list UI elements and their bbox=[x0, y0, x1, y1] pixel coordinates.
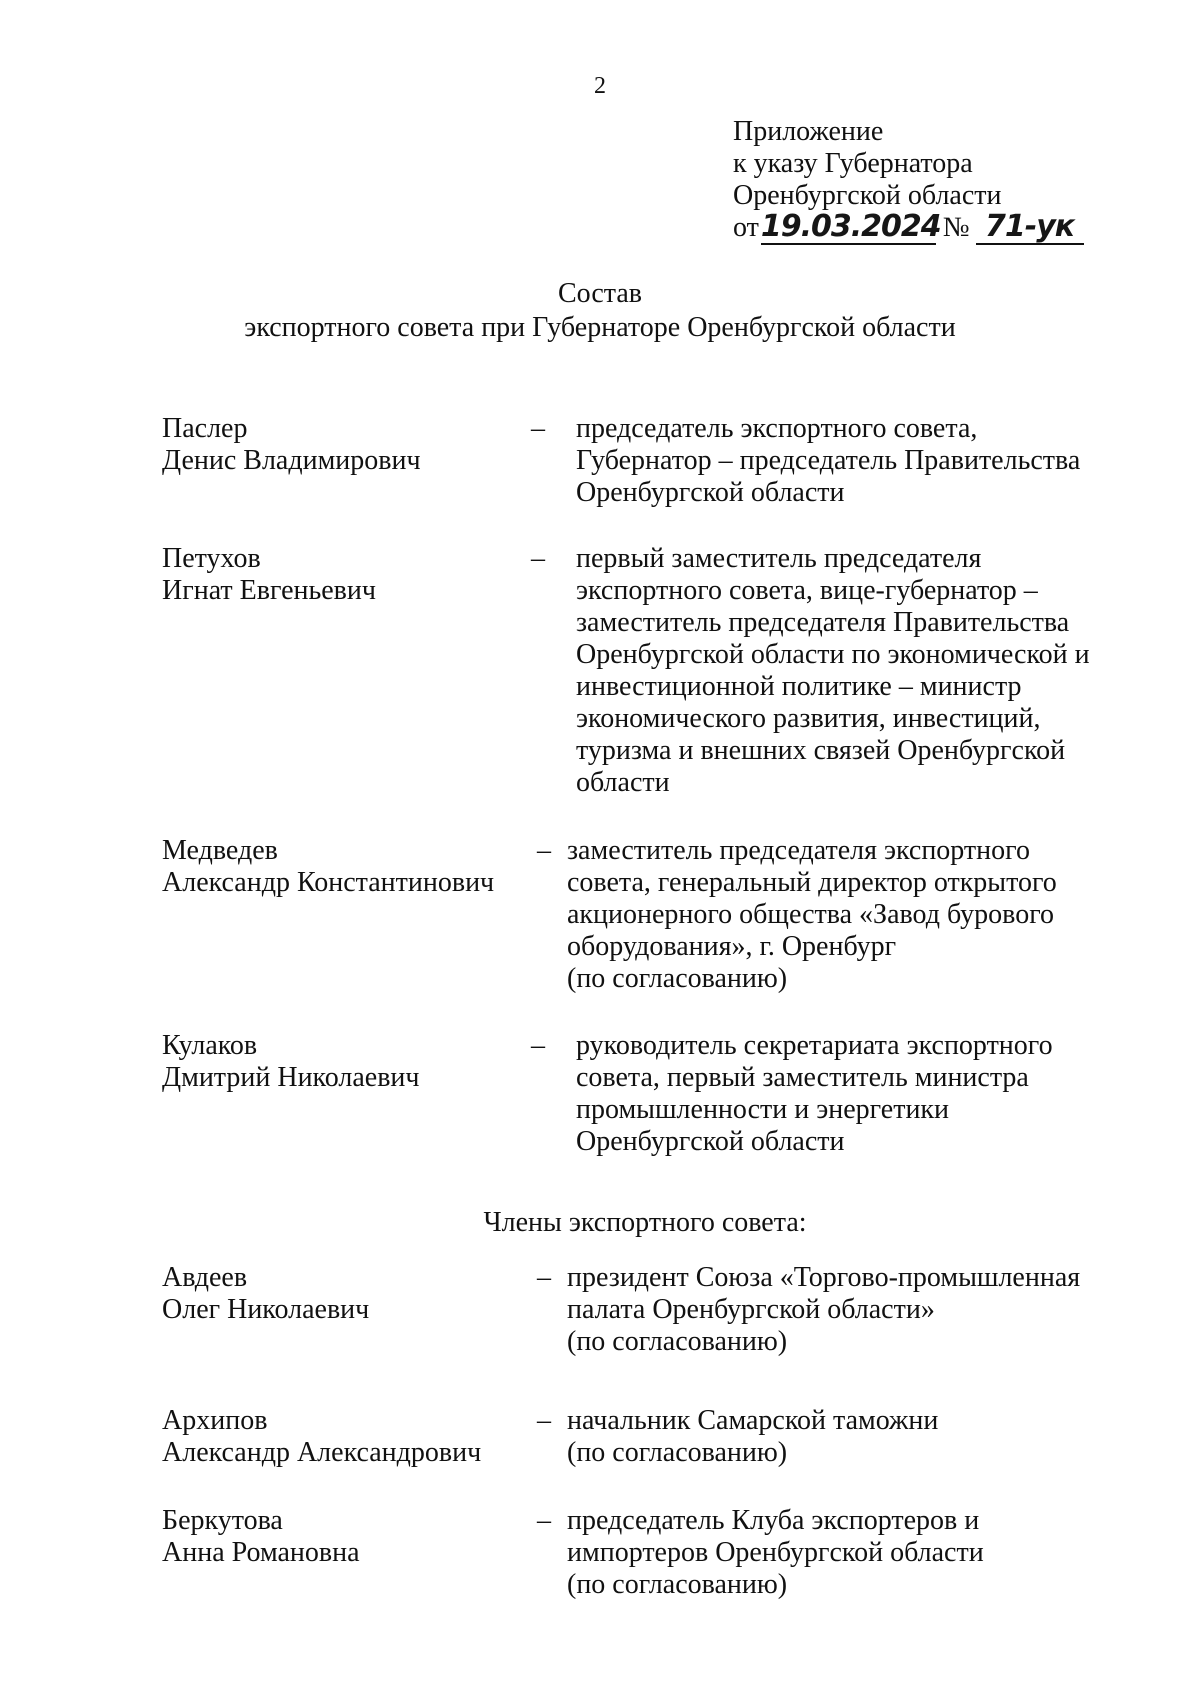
person-given-names: Денис Владимирович bbox=[162, 445, 421, 476]
appendix-decree-ref: к указу Губернатора bbox=[733, 148, 973, 179]
person-role bbox=[576, 413, 1080, 509]
decree-date bbox=[760, 209, 941, 245]
role-line: экспортного совета, вице-губернатор – bbox=[576, 575, 1038, 606]
person-given-names: Анна Романовна bbox=[162, 1537, 360, 1568]
members-heading: Члены экспортного совета: bbox=[483, 1207, 807, 1238]
appendix-region: Оренбургской области bbox=[733, 180, 1002, 211]
role-line: председатель Клуба экспортеров и bbox=[567, 1505, 980, 1536]
separator-dash: – bbox=[531, 543, 545, 574]
person-role bbox=[576, 543, 1090, 799]
role-line: президент Союза «Торгово-промышленная bbox=[567, 1262, 1081, 1293]
separator-dash: – bbox=[537, 1262, 551, 1293]
role-line: председатель экспортного совета, bbox=[576, 413, 978, 444]
appendix-title: Приложение bbox=[733, 116, 884, 147]
person-given-names: Игнат Евгеньевич bbox=[162, 575, 376, 606]
role-line: руководитель секретариата экспортного bbox=[576, 1030, 1053, 1061]
role-line: (по согласованию) bbox=[567, 963, 788, 994]
role-line: акционерного общества «Завод бурового bbox=[567, 899, 1054, 930]
title-line-2: экспортного совета при Губернаторе Оренбургской области bbox=[244, 312, 956, 343]
person-surname: Беркутова bbox=[162, 1505, 283, 1536]
handwritten-date: 19.03.2024 bbox=[760, 209, 941, 244]
person-name bbox=[162, 1030, 532, 1094]
role-line: совета, генеральный директор открытого bbox=[567, 867, 1057, 898]
role-line: промышленности и энергетики bbox=[576, 1094, 950, 1125]
decree-number bbox=[976, 209, 1084, 245]
person-role bbox=[567, 835, 1057, 995]
role-line: (по согласованию) bbox=[567, 1326, 788, 1357]
role-line: туризма и внешних связей Оренбургской bbox=[576, 735, 1066, 766]
person-name bbox=[162, 1405, 532, 1469]
role-line: Губернатор – председатель Правительства bbox=[576, 445, 1081, 476]
person-given-names: Александр Александрович bbox=[162, 1437, 482, 1468]
person-given-names: Олег Николаевич bbox=[162, 1294, 370, 1325]
role-line: экономического развития, инвестиций, bbox=[576, 703, 1041, 734]
role-line: палата Оренбургской области» bbox=[567, 1294, 935, 1325]
role-line: начальник Самарской таможни bbox=[567, 1405, 939, 1436]
person-name bbox=[162, 835, 532, 899]
person-surname: Медведев bbox=[162, 835, 278, 866]
role-line: совета, первый заместитель министра bbox=[576, 1062, 1029, 1093]
person-surname: Авдеев bbox=[162, 1262, 248, 1293]
role-line: Оренбургской области bbox=[576, 1126, 845, 1157]
person-surname: Кулаков bbox=[162, 1030, 258, 1061]
person-role bbox=[567, 1262, 1080, 1358]
role-line: Оренбургской области bbox=[576, 477, 845, 508]
person-role bbox=[567, 1505, 984, 1601]
role-line: оборудования», г. Оренбург bbox=[567, 931, 897, 962]
person-name bbox=[162, 413, 532, 477]
separator-dash: – bbox=[537, 1405, 551, 1436]
person-surname: Архипов bbox=[162, 1405, 268, 1436]
person-name bbox=[162, 1262, 532, 1326]
role-line: первый заместитель председателя bbox=[576, 543, 982, 574]
separator-dash: – bbox=[531, 1030, 545, 1061]
title-line-1: Состав bbox=[557, 278, 643, 309]
person-role bbox=[576, 1030, 1053, 1158]
person-name bbox=[162, 543, 532, 607]
appendix-block bbox=[733, 116, 1153, 245]
page-number: 2 bbox=[594, 73, 606, 99]
role-line: Оренбургской области по экономической и bbox=[576, 639, 1090, 670]
role-line: заместитель председателя Правительства bbox=[576, 607, 1070, 638]
from-label: от bbox=[733, 212, 759, 243]
separator-dash: – bbox=[531, 413, 545, 444]
person-surname: Паслер bbox=[162, 413, 248, 444]
role-line: (по согласованию) bbox=[567, 1437, 788, 1468]
number-label: № bbox=[942, 212, 970, 243]
separator-dash: – bbox=[537, 835, 551, 866]
document-title bbox=[0, 277, 1200, 345]
separator-dash: – bbox=[537, 1505, 551, 1536]
role-line: заместитель председателя экспортного bbox=[567, 835, 1030, 866]
person-given-names: Александр Константинович bbox=[162, 867, 495, 898]
role-line: инвестиционной политике – министр bbox=[576, 671, 1022, 702]
handwritten-number: 71-ук bbox=[985, 209, 1075, 244]
person-name bbox=[162, 1505, 532, 1569]
person-role bbox=[567, 1405, 938, 1469]
appendix-date-number-line bbox=[733, 209, 1153, 245]
role-line: импортеров Оренбургской области bbox=[567, 1537, 984, 1568]
person-surname: Петухов bbox=[162, 543, 261, 574]
person-given-names: Дмитрий Николаевич bbox=[162, 1062, 420, 1093]
role-line: (по согласованию) bbox=[567, 1569, 788, 1600]
role-line: области bbox=[576, 767, 670, 798]
